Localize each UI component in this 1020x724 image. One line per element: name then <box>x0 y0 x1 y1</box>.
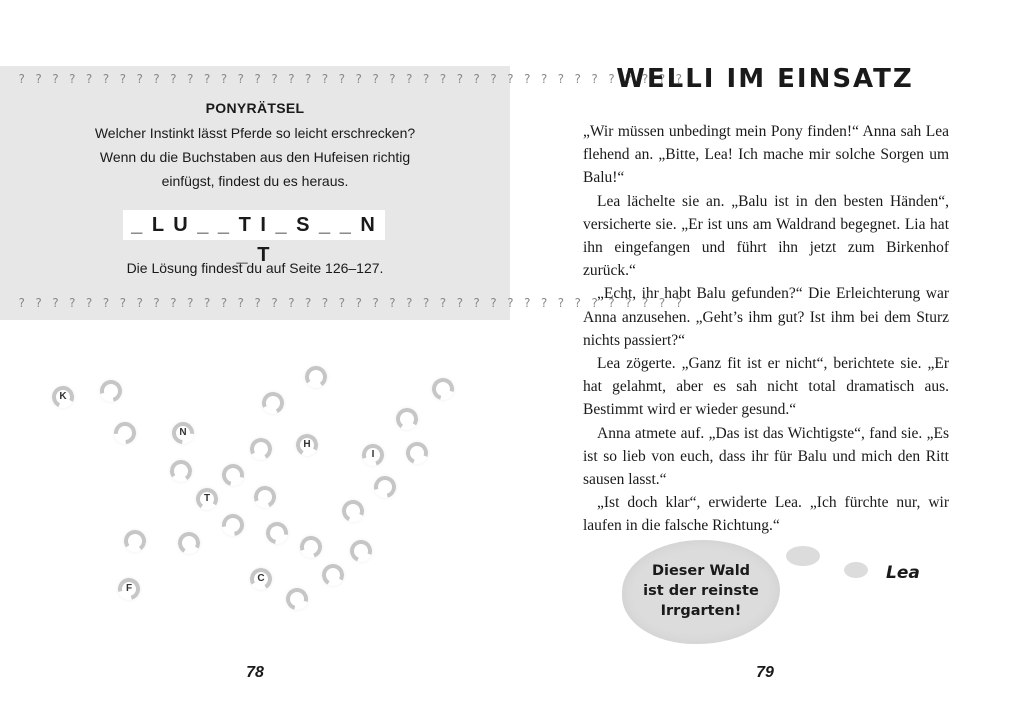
horseshoe-letter: I <box>371 449 375 460</box>
horseshoe-icon <box>251 483 279 511</box>
puzzle-code: _ L U _ _ T I _ S _ _ N _ T <box>123 210 385 240</box>
horseshoe-icon <box>262 518 293 549</box>
horseshoe-icon <box>296 532 325 561</box>
horseshoe-icon <box>248 436 275 463</box>
story-text <box>583 120 949 538</box>
thought-bubble-puff <box>786 546 820 566</box>
horseshoe-icon <box>176 530 203 557</box>
horseshoe-letter: T <box>203 493 211 504</box>
horseshoe-icon <box>339 497 367 525</box>
horseshoe-icon <box>370 472 400 502</box>
horseshoe-icon <box>282 584 312 614</box>
puzzle-line: Wenn du die Buchstaben aus den Hufeisen richtig <box>99 149 411 165</box>
horseshoe-icon <box>218 510 249 541</box>
paragraph: „Echt, ihr habt Balu gefunden?“ Die Erleichterung war Anna anzusehen. „Geht’s ihm gut? Ist ihm bei dem Sturz nichts passiert?“ <box>583 285 949 349</box>
horseshoe-letter: F <box>125 583 133 594</box>
page-number-left: 78 <box>246 664 264 681</box>
horseshoe-icon <box>428 374 458 404</box>
paragraph: Anna atmete auf. „Das ist das Wichtigste“, fand sie. „Es ist so lieb von euch, dass ihr für Balu und mich den Ritt sausen lasst.“ <box>583 424 949 489</box>
thought-line: Dieser Wald <box>651 563 751 579</box>
chapter-title: WELLI IM EINSATZ <box>616 64 914 94</box>
horseshoe-icon <box>110 418 141 449</box>
paragraph: Lea lächelte sie an. „Balu ist in den besten Händen“, versicherte sie. „Er ist uns am Waldrand begegnet. Lia hat ihn eingefangen und führt ihn jetzt zum Birkenhof zurück.“ <box>583 192 949 280</box>
horseshoe-icon <box>122 528 147 553</box>
solution-hint: Die Lösung findest du auf Seite 126–127. <box>126 260 384 276</box>
puzzle-box <box>0 66 684 320</box>
horseshoe-icon <box>346 536 375 565</box>
thought-line: Irrgarten! <box>660 603 742 619</box>
puzzle-line: einfügst, findest du es heraus. <box>161 173 349 189</box>
thought-bubble-text <box>622 561 780 621</box>
right-page <box>510 0 1020 724</box>
horseshoe-maze <box>0 360 510 620</box>
puzzle-title: PONYRÄTSEL <box>205 100 305 116</box>
paragraph: Lea zögerte. „Ganz fit ist er nicht“, berichtete sie. „Er hat gelahmt, aber es sah nicht total dramatisch aus. Bestimmt wird er wieder gesund.“ <box>583 355 949 419</box>
horseshoe-icon <box>320 562 347 589</box>
paragraph: „Ist doch klar“, erwiderte Lea. „Ich fürchte nur, wir laufen in die falsche Richtung.“ <box>583 494 949 535</box>
horseshoe-icon <box>218 460 248 490</box>
question-mark-border-bottom: ? ? ? ? ? ? ? ? ? ? ? ? ? ? ? ? ? ? ? ? ? ? ? ? ? ? ? ? ? ? ? ? ? ? ? ? ? ? ? ? <box>18 296 684 310</box>
horseshoe-letter: K <box>59 391 67 402</box>
horseshoe-icon <box>96 376 126 406</box>
horseshoe-icon <box>259 389 287 417</box>
paragraph: „Wir müssen unbedingt mein Pony finden!“ Anna sah Lea flehend an. „Bitte, Lea! Ich mache mir solche Sorgen um Balu!“ <box>583 123 949 187</box>
horseshoe-icon <box>402 438 431 467</box>
speaker-label: Lea <box>886 563 920 583</box>
page-number-right: 79 <box>756 664 774 681</box>
horseshoe-icon <box>394 406 419 431</box>
thought-line: ist der reinste <box>643 583 759 599</box>
question-mark-border-top: ? ? ? ? ? ? ? ? ? ? ? ? ? ? ? ? ? ? ? ? ? ? ? ? ? ? ? ? ? ? ? ? ? ? ? ? ? ? ? ? <box>18 72 684 86</box>
puzzle-line: Welcher Instinkt lässt Pferde so leicht erschrecken? <box>94 125 416 141</box>
horseshoe-letter: C <box>257 573 265 584</box>
puzzle-question <box>60 121 450 193</box>
horseshoe-icon <box>168 458 193 483</box>
thought-bubble-puff <box>844 562 868 578</box>
horseshoe-letter: H <box>303 439 311 450</box>
horseshoe-icon <box>303 364 328 389</box>
horseshoe-letter: N <box>179 427 187 438</box>
